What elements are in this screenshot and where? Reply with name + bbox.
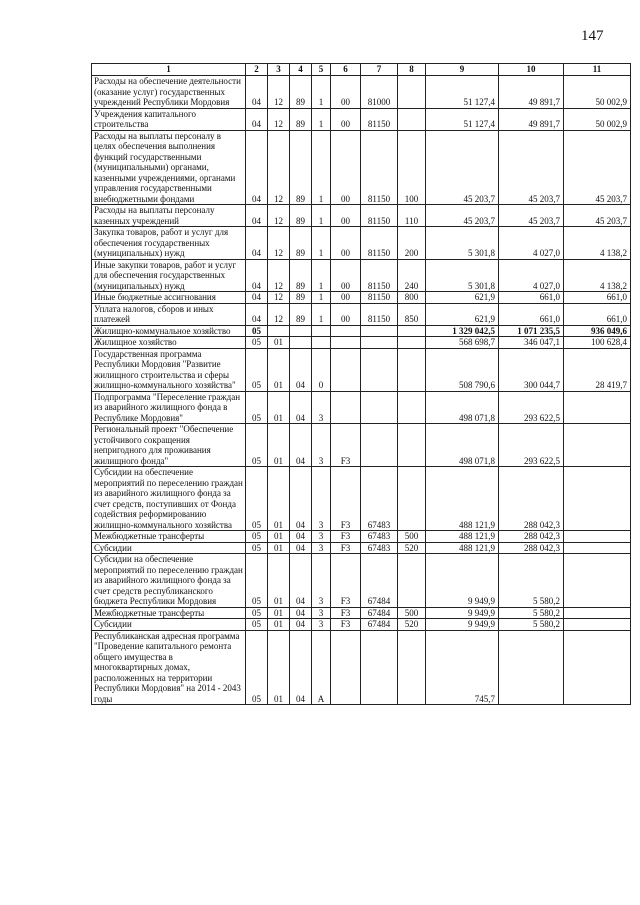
cell-v9: 745,7 bbox=[426, 630, 499, 705]
table-row bbox=[92, 467, 631, 531]
cell-c5: 0 bbox=[312, 348, 331, 391]
cell-c2: 04 bbox=[246, 292, 268, 304]
col-header: 6 bbox=[331, 64, 361, 76]
cell-c2: 04 bbox=[246, 108, 268, 130]
cell-v10: 288 042,3 bbox=[499, 542, 564, 554]
cell-c7 bbox=[361, 391, 398, 424]
cell-v11: 45 203,7 bbox=[564, 205, 631, 227]
cell-v10: 346 047,1 bbox=[499, 337, 564, 349]
row-name: Иные бюджетные ассигнования bbox=[92, 292, 246, 304]
cell-c2: 05 bbox=[246, 619, 268, 631]
cell-c8 bbox=[398, 76, 426, 109]
cell-c2: 05 bbox=[246, 607, 268, 619]
cell-c7: 81150 bbox=[361, 303, 398, 325]
cell-c3: 01 bbox=[268, 630, 290, 705]
cell-v11: 4 138,2 bbox=[564, 227, 631, 260]
cell-c5 bbox=[312, 325, 331, 337]
cell-c8 bbox=[398, 108, 426, 130]
cell-c3: 12 bbox=[268, 292, 290, 304]
cell-c5: 3 bbox=[312, 619, 331, 631]
cell-v11 bbox=[564, 619, 631, 631]
row-name: Субсидии bbox=[92, 619, 246, 631]
cell-v10: 4 027,0 bbox=[499, 227, 564, 260]
table-row bbox=[92, 303, 631, 325]
cell-c3: 12 bbox=[268, 130, 290, 205]
cell-c3: 01 bbox=[268, 619, 290, 631]
cell-c6: F3 bbox=[331, 607, 361, 619]
cell-v11: 28 419,7 bbox=[564, 348, 631, 391]
cell-c7: 81150 bbox=[361, 259, 398, 292]
cell-c2: 05 bbox=[246, 424, 268, 467]
cell-v10: 45 203,7 bbox=[499, 205, 564, 227]
cell-c4: 89 bbox=[290, 205, 312, 227]
row-name: Межбюджетные трансферты bbox=[92, 607, 246, 619]
cell-c5: 1 bbox=[312, 303, 331, 325]
row-name: Жилищное хозяйство bbox=[92, 337, 246, 349]
row-name: Субсидии на обеспечение мероприятий по переселению граждан из аварийного жилищного фонда за счет средств, поступивших от Фонда содействия реформированию жилищно-коммунального хозяйства bbox=[92, 467, 246, 531]
cell-v10: 288 042,3 bbox=[499, 531, 564, 543]
cell-c3: 01 bbox=[268, 348, 290, 391]
cell-c8: 520 bbox=[398, 619, 426, 631]
col-header: 10 bbox=[499, 64, 564, 76]
table-row bbox=[92, 607, 631, 619]
cell-v9: 508 790,6 bbox=[426, 348, 499, 391]
cell-c2: 04 bbox=[246, 303, 268, 325]
cell-v11 bbox=[564, 630, 631, 705]
cell-c4: 89 bbox=[290, 303, 312, 325]
cell-c4: 89 bbox=[290, 108, 312, 130]
cell-c6: F3 bbox=[331, 531, 361, 543]
col-header: 8 bbox=[398, 64, 426, 76]
cell-v10: 4 027,0 bbox=[499, 259, 564, 292]
cell-c8: 520 bbox=[398, 542, 426, 554]
cell-c7: 81150 bbox=[361, 292, 398, 304]
cell-v9: 5 301,8 bbox=[426, 259, 499, 292]
cell-v11: 936 049,6 bbox=[564, 325, 631, 337]
cell-c6: F3 bbox=[331, 554, 361, 608]
cell-c2: 05 bbox=[246, 391, 268, 424]
cell-c8: 500 bbox=[398, 531, 426, 543]
cell-v11 bbox=[564, 607, 631, 619]
table-row bbox=[92, 424, 631, 467]
cell-v10: 661,0 bbox=[499, 303, 564, 325]
table-row bbox=[92, 108, 631, 130]
cell-c6: 00 bbox=[331, 76, 361, 109]
cell-c4: 04 bbox=[290, 467, 312, 531]
row-name: Расходы на выплаты персоналу в целях обеспечения выполнения функций государственными (муниципальными) органами, казенными учреждениями, органами управления государственными внебюджетными фондами bbox=[92, 130, 246, 205]
cell-c5: 1 bbox=[312, 108, 331, 130]
cell-c7 bbox=[361, 630, 398, 705]
cell-v9: 51 127,4 bbox=[426, 76, 499, 109]
cell-c4: 04 bbox=[290, 424, 312, 467]
col-header: 9 bbox=[426, 64, 499, 76]
cell-c4: 04 bbox=[290, 531, 312, 543]
row-name: Закупка товаров, работ и услуг для обеспечения государственных (муниципальных) нужд bbox=[92, 227, 246, 260]
cell-v9: 488 121,9 bbox=[426, 542, 499, 554]
table-row bbox=[92, 630, 631, 705]
cell-c3: 12 bbox=[268, 303, 290, 325]
row-name: Государственная программа Республики Мордовия "Развитие жилищного строительства и сферы жилищно-коммунального хозяйства" bbox=[92, 348, 246, 391]
cell-v10: 49 891,7 bbox=[499, 108, 564, 130]
cell-c4: 89 bbox=[290, 292, 312, 304]
cell-c4: 04 bbox=[290, 554, 312, 608]
cell-v10: 288 042,3 bbox=[499, 467, 564, 531]
cell-c6 bbox=[331, 337, 361, 349]
cell-v9: 488 121,9 bbox=[426, 467, 499, 531]
row-name: Подпрограмма "Переселение граждан из аварийного жилищного фонда в Республике Мордовия" bbox=[92, 391, 246, 424]
cell-c6 bbox=[331, 391, 361, 424]
cell-c6 bbox=[331, 348, 361, 391]
cell-c3: 01 bbox=[268, 467, 290, 531]
cell-v10: 661,0 bbox=[499, 292, 564, 304]
table-row bbox=[92, 76, 631, 109]
col-header: 1 bbox=[92, 64, 246, 76]
cell-c6: 00 bbox=[331, 205, 361, 227]
table-row bbox=[92, 542, 631, 554]
cell-c6 bbox=[331, 325, 361, 337]
cell-c8 bbox=[398, 391, 426, 424]
cell-c6: F3 bbox=[331, 619, 361, 631]
cell-c4: 04 bbox=[290, 619, 312, 631]
col-header: 3 bbox=[268, 64, 290, 76]
cell-c3: 01 bbox=[268, 554, 290, 608]
row-name: Расходы на выплаты персоналу казенных учреждений bbox=[92, 205, 246, 227]
cell-c2: 04 bbox=[246, 205, 268, 227]
cell-c7: 81150 bbox=[361, 130, 398, 205]
cell-c8: 110 bbox=[398, 205, 426, 227]
cell-c2: 04 bbox=[246, 76, 268, 109]
cell-v10: 45 203,7 bbox=[499, 130, 564, 205]
cell-c6: 00 bbox=[331, 130, 361, 205]
row-name: Жилищно-коммунальное хозяйство bbox=[92, 325, 246, 337]
cell-c5: 3 bbox=[312, 391, 331, 424]
cell-c3: 01 bbox=[268, 424, 290, 467]
cell-c4 bbox=[290, 337, 312, 349]
cell-c8 bbox=[398, 424, 426, 467]
cell-v11 bbox=[564, 531, 631, 543]
cell-c7: 67484 bbox=[361, 554, 398, 608]
cell-c3: 12 bbox=[268, 108, 290, 130]
cell-c8 bbox=[398, 554, 426, 608]
cell-v9: 9 949,9 bbox=[426, 619, 499, 631]
cell-v9: 45 203,7 bbox=[426, 205, 499, 227]
cell-c5: 1 bbox=[312, 259, 331, 292]
cell-c4: 89 bbox=[290, 76, 312, 109]
cell-c4: 04 bbox=[290, 607, 312, 619]
cell-c3 bbox=[268, 325, 290, 337]
table-row bbox=[92, 325, 631, 337]
row-name: Уплата налогов, сборов и иных платежей bbox=[92, 303, 246, 325]
cell-c3: 12 bbox=[268, 205, 290, 227]
cell-c4: 04 bbox=[290, 391, 312, 424]
cell-c7: 67484 bbox=[361, 607, 398, 619]
budget-table bbox=[91, 63, 631, 705]
cell-c6: F3 bbox=[331, 467, 361, 531]
cell-v11: 661,0 bbox=[564, 303, 631, 325]
row-name: Учреждения капитального строительства bbox=[92, 108, 246, 130]
table-row bbox=[92, 348, 631, 391]
cell-v10: 5 580,2 bbox=[499, 619, 564, 631]
cell-v9: 488 121,9 bbox=[426, 531, 499, 543]
cell-c2: 05 bbox=[246, 325, 268, 337]
cell-c2: 05 bbox=[246, 554, 268, 608]
cell-v11: 100 628,4 bbox=[564, 337, 631, 349]
cell-c8 bbox=[398, 348, 426, 391]
row-name: Субсидии bbox=[92, 542, 246, 554]
cell-v11: 661,0 bbox=[564, 292, 631, 304]
table-row bbox=[92, 391, 631, 424]
cell-v11 bbox=[564, 391, 631, 424]
col-header: 7 bbox=[361, 64, 398, 76]
cell-c3: 12 bbox=[268, 259, 290, 292]
cell-c8: 200 bbox=[398, 227, 426, 260]
cell-c5: 3 bbox=[312, 607, 331, 619]
cell-c2: 05 bbox=[246, 531, 268, 543]
table-row bbox=[92, 337, 631, 349]
cell-v9: 568 698,7 bbox=[426, 337, 499, 349]
cell-v10: 5 580,2 bbox=[499, 607, 564, 619]
row-name: Расходы на обеспечение деятельности (оказание услуг) государственных учреждений Республики Мордовия bbox=[92, 76, 246, 109]
cell-v10: 5 580,2 bbox=[499, 554, 564, 608]
cell-c5: 3 bbox=[312, 554, 331, 608]
cell-c4: 04 bbox=[290, 630, 312, 705]
table-row bbox=[92, 227, 631, 260]
cell-c6: 00 bbox=[331, 227, 361, 260]
cell-c4: 89 bbox=[290, 130, 312, 205]
cell-v11 bbox=[564, 542, 631, 554]
cell-c3: 12 bbox=[268, 227, 290, 260]
cell-c2: 05 bbox=[246, 542, 268, 554]
cell-v11 bbox=[564, 554, 631, 608]
cell-c2: 05 bbox=[246, 348, 268, 391]
cell-c7 bbox=[361, 325, 398, 337]
cell-c8 bbox=[398, 467, 426, 531]
cell-v10: 49 891,7 bbox=[499, 76, 564, 109]
cell-c6: 00 bbox=[331, 108, 361, 130]
cell-v9: 9 949,9 bbox=[426, 607, 499, 619]
cell-c7: 81150 bbox=[361, 108, 398, 130]
cell-v9: 5 301,8 bbox=[426, 227, 499, 260]
cell-c6: 00 bbox=[331, 303, 361, 325]
col-header: 2 bbox=[246, 64, 268, 76]
col-header: 5 bbox=[312, 64, 331, 76]
cell-c3: 01 bbox=[268, 542, 290, 554]
cell-v10: 300 044,7 bbox=[499, 348, 564, 391]
cell-v10: 293 622,5 bbox=[499, 391, 564, 424]
cell-c3: 01 bbox=[268, 337, 290, 349]
cell-v9: 498 071,8 bbox=[426, 391, 499, 424]
cell-c7: 81000 bbox=[361, 76, 398, 109]
cell-v10 bbox=[499, 630, 564, 705]
cell-c7: 67483 bbox=[361, 531, 398, 543]
cell-c8 bbox=[398, 630, 426, 705]
cell-v11: 45 203,7 bbox=[564, 130, 631, 205]
cell-c7: 67483 bbox=[361, 467, 398, 531]
cell-c2: 05 bbox=[246, 337, 268, 349]
row-name: Региональный проект "Обеспечение устойчивого сокращения непригодного для проживания жилищного фонда" bbox=[92, 424, 246, 467]
cell-c5: 3 bbox=[312, 424, 331, 467]
cell-c5: 1 bbox=[312, 76, 331, 109]
cell-c2: 04 bbox=[246, 259, 268, 292]
cell-c6 bbox=[331, 630, 361, 705]
cell-v11 bbox=[564, 424, 631, 467]
col-header: 11 bbox=[564, 64, 631, 76]
cell-c4 bbox=[290, 325, 312, 337]
cell-c5: 3 bbox=[312, 467, 331, 531]
cell-v9: 51 127,4 bbox=[426, 108, 499, 130]
cell-c8: 240 bbox=[398, 259, 426, 292]
cell-v9: 9 949,9 bbox=[426, 554, 499, 608]
cell-v11: 50 002,9 bbox=[564, 76, 631, 109]
page-number: 147 bbox=[581, 28, 604, 44]
table-row bbox=[92, 554, 631, 608]
cell-c6: F3 bbox=[331, 424, 361, 467]
cell-c7 bbox=[361, 424, 398, 467]
cell-c8: 100 bbox=[398, 130, 426, 205]
cell-c5: 3 bbox=[312, 542, 331, 554]
header-row bbox=[92, 64, 631, 76]
cell-v10: 1 071 235,5 bbox=[499, 325, 564, 337]
cell-c4: 89 bbox=[290, 259, 312, 292]
cell-c8: 850 bbox=[398, 303, 426, 325]
cell-c3: 12 bbox=[268, 76, 290, 109]
table-row bbox=[92, 205, 631, 227]
cell-v9: 1 329 042,5 bbox=[426, 325, 499, 337]
cell-c7: 81150 bbox=[361, 227, 398, 260]
cell-c8: 800 bbox=[398, 292, 426, 304]
cell-v9: 498 071,8 bbox=[426, 424, 499, 467]
row-name: Республиканская адресная программа "Проведение капитального ремонта общего имущества в многоквартирных домах, расположенных на территории Республики Мордовия" на 2014 - 2043 годы bbox=[92, 630, 246, 705]
row-name: Субсидии на обеспечение мероприятий по переселению граждан из аварийного жилищного фонда за счет средств республиканского бюджета Республики Мордовия bbox=[92, 554, 246, 608]
cell-c7: 81150 bbox=[361, 205, 398, 227]
cell-c7: 67484 bbox=[361, 619, 398, 631]
cell-c7 bbox=[361, 348, 398, 391]
cell-c3: 01 bbox=[268, 531, 290, 543]
cell-c4: 04 bbox=[290, 542, 312, 554]
cell-v11: 4 138,2 bbox=[564, 259, 631, 292]
cell-c2: 04 bbox=[246, 227, 268, 260]
cell-v11 bbox=[564, 467, 631, 531]
cell-v9: 45 203,7 bbox=[426, 130, 499, 205]
cell-c5: 1 bbox=[312, 292, 331, 304]
table-row bbox=[92, 619, 631, 631]
cell-c6: 00 bbox=[331, 259, 361, 292]
cell-c8 bbox=[398, 337, 426, 349]
cell-c5: 3 bbox=[312, 531, 331, 543]
cell-c8 bbox=[398, 325, 426, 337]
cell-c4: 04 bbox=[290, 348, 312, 391]
cell-c7: 67483 bbox=[361, 542, 398, 554]
row-name: Межбюджетные трансферты bbox=[92, 531, 246, 543]
cell-c2: 05 bbox=[246, 467, 268, 531]
cell-c5: 1 bbox=[312, 227, 331, 260]
table-row bbox=[92, 292, 631, 304]
cell-v11: 50 002,9 bbox=[564, 108, 631, 130]
cell-c6: F3 bbox=[331, 542, 361, 554]
cell-c6: 00 bbox=[331, 292, 361, 304]
cell-c5: A bbox=[312, 630, 331, 705]
cell-c8: 500 bbox=[398, 607, 426, 619]
cell-c5: 1 bbox=[312, 205, 331, 227]
table-row bbox=[92, 130, 631, 205]
cell-c2: 04 bbox=[246, 130, 268, 205]
table-row bbox=[92, 531, 631, 543]
cell-c7 bbox=[361, 337, 398, 349]
cell-c4: 89 bbox=[290, 227, 312, 260]
cell-v9: 621,9 bbox=[426, 303, 499, 325]
cell-c2: 05 bbox=[246, 630, 268, 705]
cell-v9: 621,9 bbox=[426, 292, 499, 304]
cell-c3: 01 bbox=[268, 391, 290, 424]
cell-v10: 293 622,5 bbox=[499, 424, 564, 467]
cell-c5 bbox=[312, 337, 331, 349]
row-name: Иные закупки товаров, работ и услуг для обеспечения государственных (муниципальных) нужд bbox=[92, 259, 246, 292]
col-header: 4 bbox=[290, 64, 312, 76]
cell-c3: 01 bbox=[268, 607, 290, 619]
cell-c5: 1 bbox=[312, 130, 331, 205]
table-row bbox=[92, 259, 631, 292]
